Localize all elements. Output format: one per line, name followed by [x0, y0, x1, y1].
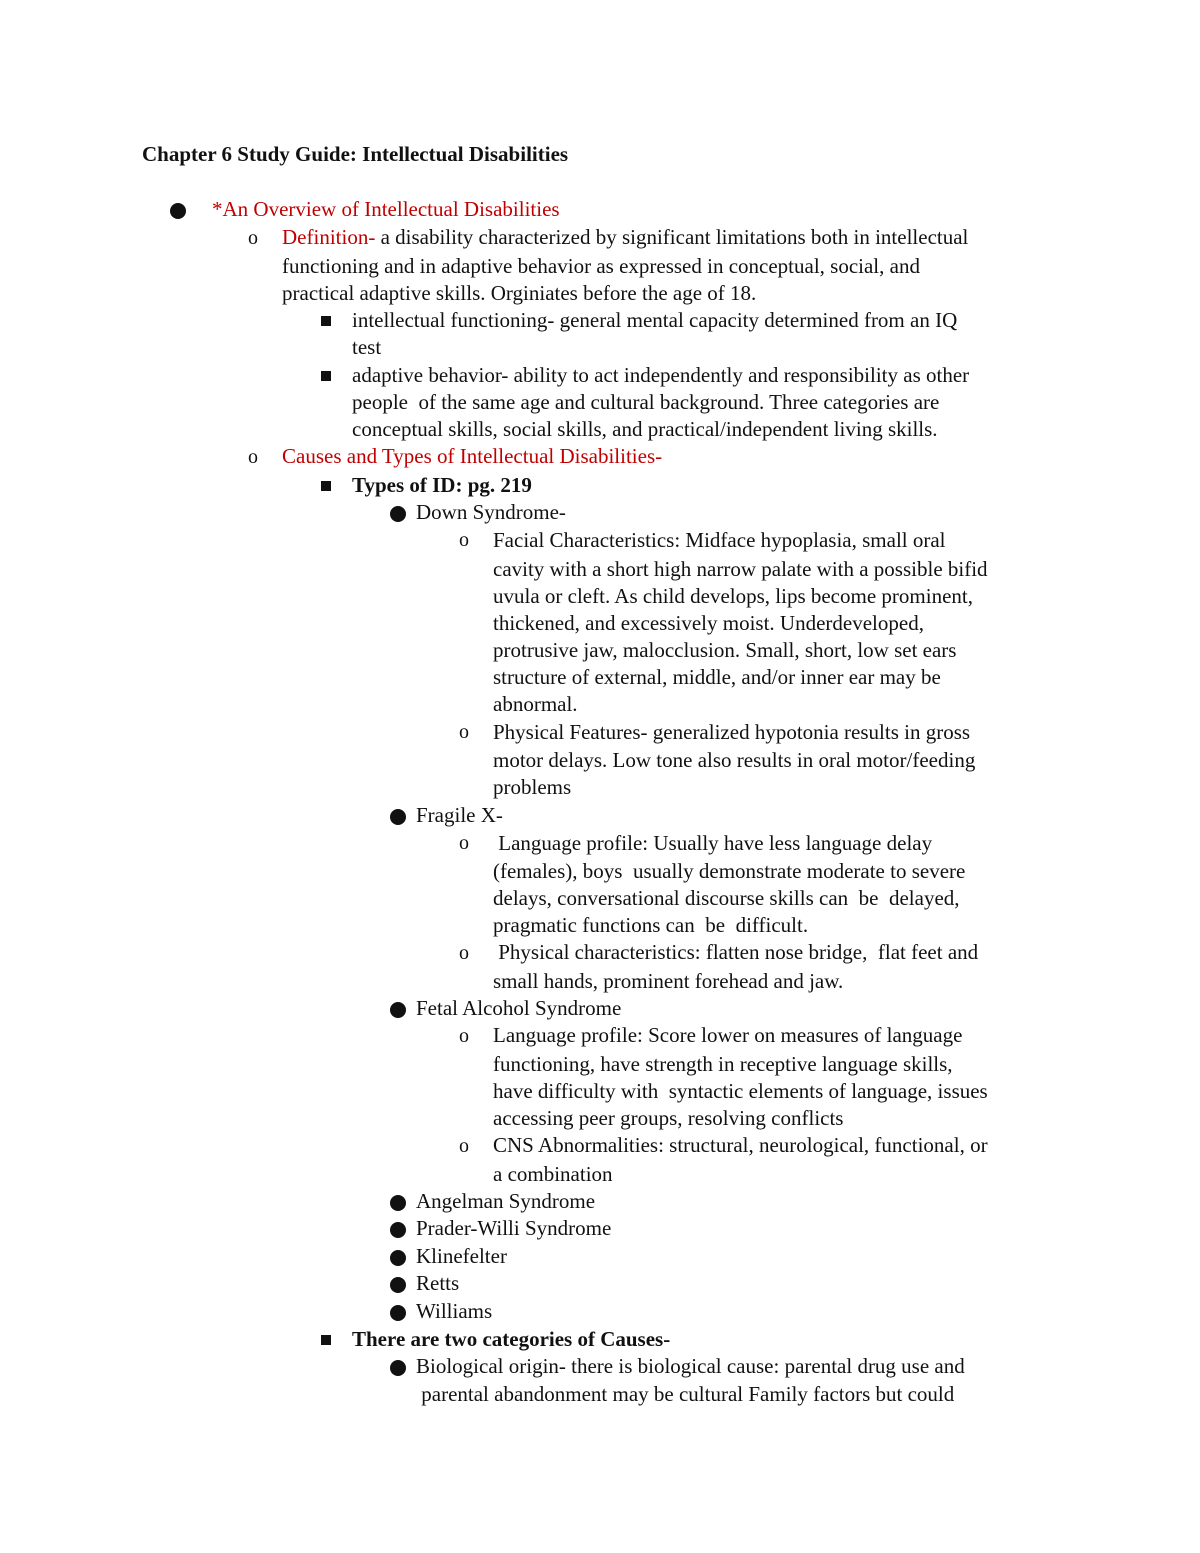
- intellectual-functioning-line-2: test: [352, 335, 382, 359]
- square-bullet-icon: [321, 481, 331, 491]
- fetal-cns-line: CNS Abnormalities: structural, neurological, functional, or: [493, 1133, 988, 1157]
- adaptive-behavior-line-1: adaptive behavior- ability to act independently and responsibility as other: [352, 363, 970, 387]
- fragile-physical-line: small hands, prominent forehead and jaw.: [493, 969, 844, 993]
- down-syndrome-label: Down Syndrome-: [416, 500, 566, 524]
- bullet-dot-icon: [170, 203, 186, 219]
- intellectual-functioning-line-1: intellectual functioning- general mental capacity determined from an IQ: [352, 308, 958, 332]
- biological-origin-line-1: Biological origin- there is biological cause: parental drug use and: [416, 1354, 965, 1378]
- fragile-language-line: Language profile: Usually have less language delay: [493, 831, 933, 855]
- bullet-dot-icon: [390, 506, 406, 522]
- fetal-alcohol-label: Fetal Alcohol Syndrome: [416, 996, 622, 1020]
- fetal-cns-line: a combination: [493, 1162, 613, 1186]
- adaptive-behavior-line-2: people of the same age and cultural background. Three categories are: [352, 390, 940, 414]
- circle-bullet-icon: o: [248, 446, 258, 468]
- down-facial-line: Facial Characteristics: Midface hypoplasia, small oral: [493, 528, 946, 552]
- bullet-dot-icon: [390, 1250, 406, 1266]
- circle-bullet-icon: o: [459, 832, 469, 854]
- syndrome-list-item: Prader-Willi Syndrome: [416, 1216, 612, 1240]
- down-physical-line: motor delays. Low tone also results in oral motor/feeding: [493, 748, 976, 772]
- bullet-dot-icon: [390, 1222, 406, 1238]
- down-facial-line: structure of external, middle, and/or inner ear may be: [493, 665, 941, 689]
- adaptive-behavior-line-3: conceptual skills, social skills, and practical/independent living skills.: [352, 417, 938, 441]
- down-facial-line: thickened, and excessively moist. Underdeveloped,: [493, 611, 924, 635]
- down-facial-line: protrusive jaw, malocclusion. Small, short, low set ears: [493, 638, 957, 662]
- down-facial-line: cavity with a short high narrow palate with a possible bifid: [493, 557, 988, 581]
- down-facial-line: abnormal.: [493, 692, 578, 716]
- bullet-dot-icon: [390, 1277, 406, 1293]
- causes-types-heading: Causes and Types of Intellectual Disabilities-: [282, 444, 663, 468]
- definition-line-3: practical adaptive skills. Orginiates before the age of 18.: [282, 281, 757, 305]
- circle-bullet-icon: o: [459, 1135, 469, 1157]
- page-title: Chapter 6 Study Guide: Intellectual Disabilities: [142, 142, 569, 166]
- fetal-language-line: functioning, have strength in receptive language skills,: [493, 1052, 953, 1076]
- fragile-physical-line: Physical characteristics: flatten nose bridge, flat feet and: [493, 940, 979, 964]
- biological-origin-line-2: parental abandonment may be cultural Family factors but could: [416, 1382, 955, 1406]
- square-bullet-icon: [321, 1335, 331, 1345]
- syndrome-list-item: Klinefelter: [416, 1244, 507, 1268]
- fetal-language-line: have difficulty with syntactic elements of language, issues: [493, 1079, 988, 1103]
- circle-bullet-icon: o: [459, 721, 469, 743]
- fetal-language-line: accessing peer groups, resolving conflicts: [493, 1106, 844, 1130]
- overview-heading: *An Overview of Intellectual Disabilities: [212, 197, 560, 221]
- down-physical-line: Physical Features- generalized hypotonia results in gross: [493, 720, 971, 744]
- circle-bullet-icon: o: [459, 942, 469, 964]
- bullet-dot-icon: [390, 1305, 406, 1321]
- bullet-dot-icon: [390, 809, 406, 825]
- definition-line-2: functioning and in adaptive behavior as expressed in conceptual, social, and: [282, 254, 920, 278]
- syndrome-list-item: Williams: [416, 1299, 493, 1323]
- circle-bullet-icon: o: [459, 1025, 469, 1047]
- fragile-language-line: (females), boys usually demonstrate moderate to severe: [493, 859, 966, 883]
- fetal-language-line: Language profile: Score lower on measures of language: [493, 1023, 963, 1047]
- square-bullet-icon: [321, 371, 331, 381]
- causes-categories-heading: There are two categories of Causes-: [352, 1327, 671, 1351]
- definition-line-1: [282, 224, 968, 251]
- down-facial-line: uvula or cleft. As child develops, lips become prominent,: [493, 584, 973, 608]
- definition-text: a disability characterized by significant limitations both in intellectual: [375, 225, 969, 249]
- fragile-x-label: Fragile X-: [416, 803, 503, 827]
- types-of-id-heading: Types of ID: pg. 219: [352, 473, 532, 497]
- circle-bullet-icon: o: [248, 227, 258, 249]
- fragile-language-line: delays, conversational discourse skills can be delayed,: [493, 886, 960, 910]
- definition-label: Definition-: [282, 225, 376, 249]
- bullet-dot-icon: [390, 1002, 406, 1018]
- fragile-language-line: pragmatic functions can be difficult.: [493, 913, 809, 937]
- syndrome-list-item: Angelman Syndrome: [416, 1189, 596, 1213]
- down-physical-line: problems: [493, 775, 572, 799]
- square-bullet-icon: [321, 316, 331, 326]
- bullet-dot-icon: [390, 1195, 406, 1211]
- syndrome-list-item: Retts: [416, 1271, 460, 1295]
- circle-bullet-icon: o: [459, 529, 469, 551]
- bullet-dot-icon: [390, 1360, 406, 1376]
